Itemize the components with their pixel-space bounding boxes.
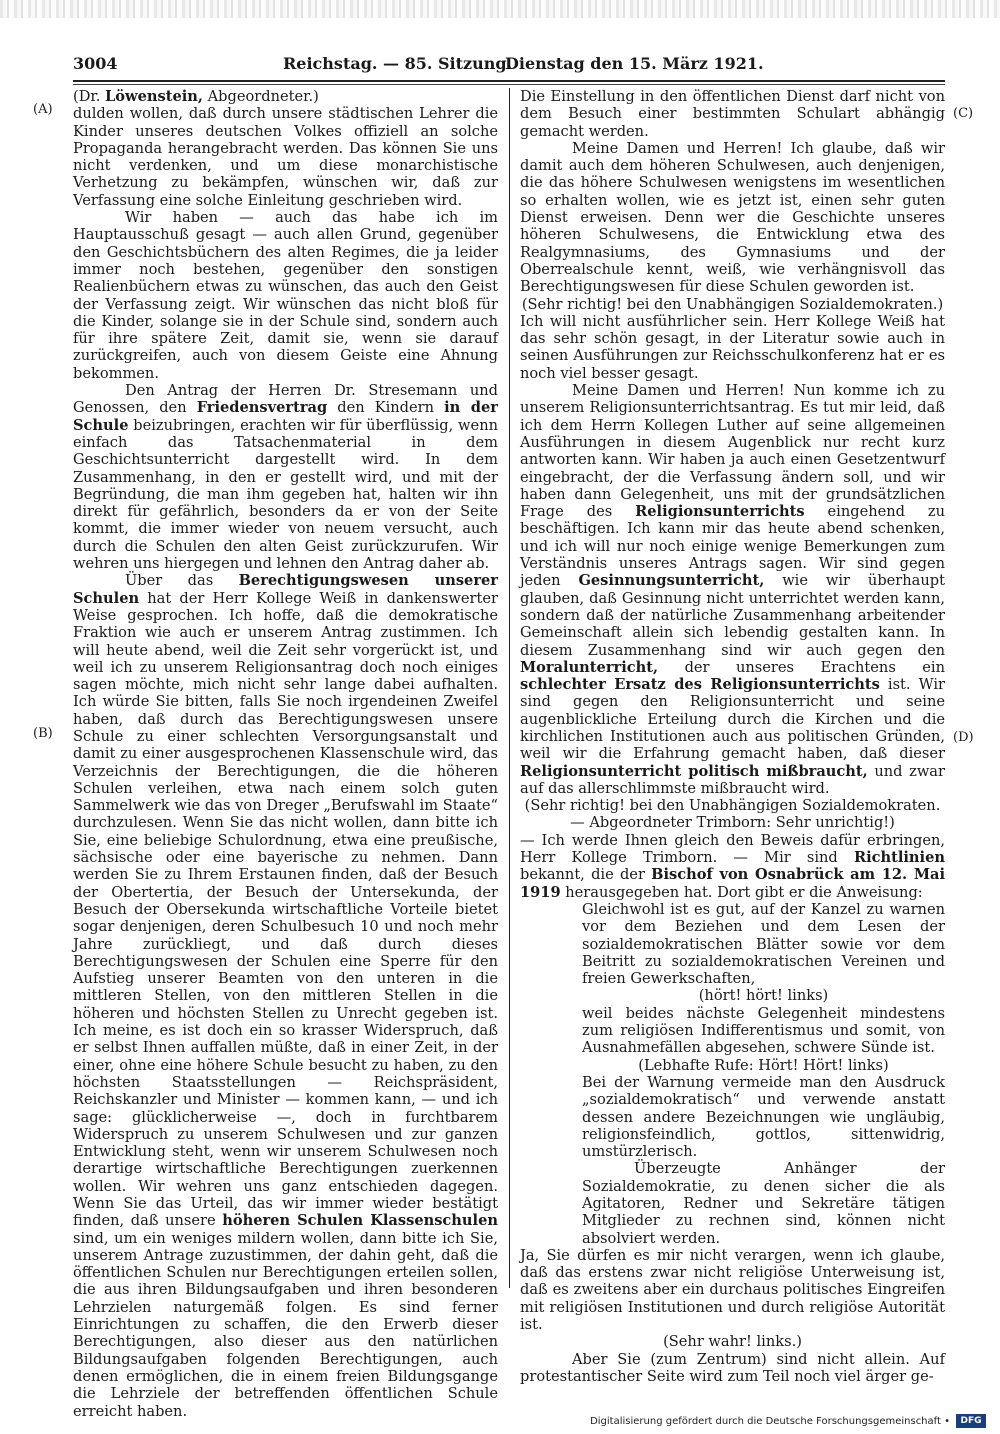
paragraph: Ich will nicht ausführlicher sein. Herr Kollege Weiß hat das sehr schön gesagt, in der Literatur sowie auch in seinen Ausführungen zur Reichsschulkonferenz hat er es noch viel besser gesagt. <box>520 312 945 382</box>
emphasis: Gesinnungsunterricht, <box>578 572 765 590</box>
text: sind, um ein weniges mildern wollen, dann bitte ich Sie, unserem Antrage zuzustimmen, der dahin geht, daß die öffentlichen Schulen nur Berechtigungen erteilen sollen, die aus ihren Bildungsaufgaben und ihren besonderen Lehrzielen naturgemäß folgen. Es sind ferner Einrichtungen zu schaffen, die den Erwerb dieser Berechtigungen, also dieser aus den natürlichen Bildungsaufgaben folgenden Berechtigungen, auch denen ermöglichen, die in einem freien Bildungsgange die Lehrziele der betreffenden öffentlichen Schule erreicht haben. <box>73 1229 498 1420</box>
page-number: 3004 <box>73 54 118 73</box>
emphasis: schlechter Ersatz des Religionsunterrichts <box>520 676 880 694</box>
margin-mark-d: (D) <box>953 730 974 745</box>
right-column <box>520 88 945 1385</box>
emphasis: Berechtigungswesen unserer Schulen <box>73 572 498 607</box>
dfg-logo: DFG <box>956 1414 986 1428</box>
paragraph: Aber Sie (zum Zentrum) sind nicht allein. Auf protestantischer Seite wird zum Teil noch viel ärger ge- <box>520 1350 945 1385</box>
left-column <box>73 88 498 1420</box>
header-title: Reichstag. — 85. Sitzung. <box>283 54 513 73</box>
block-quote <box>520 901 945 1247</box>
margin-mark-c: (C) <box>953 106 974 121</box>
speaker-line <box>73 88 498 105</box>
paragraph <box>520 382 945 797</box>
text: Über das <box>125 572 239 590</box>
interjection: (Sehr richtig! bei den Unabhängigen Sozialdemokraten.) <box>521 295 944 313</box>
text: bekannt, die der <box>520 866 652 884</box>
quote-paragraph: Bei der Warnung vermeide man den Ausdruck „sozialdemokratisch“ und verwende anstatt dessen andere Bezeichnungen wie ungläubig, religionsfeindlich, gottlos, sittenwidrig, umstürzlerisch. <box>582 1073 945 1161</box>
quote-interjection: (Lebhafte Rufe: Hört! Hört! links) <box>638 1056 889 1074</box>
emphasis: Bischof von Osnabrück am 12. Mai 1919 <box>520 866 945 901</box>
quote-paragraph: Überzeugte Anhänger der Sozialdemokratie, zu denen sicher die als Agitatoren, Redner und Sekretäre tätigen Mitglieder zu rechnen sind, können nicht absolviert werden. <box>582 1160 945 1247</box>
emphasis: Moralunterricht, <box>520 658 659 676</box>
margin-mark-b: (B) <box>33 726 53 741</box>
text: den Kindern <box>327 399 445 417</box>
text: Meine Damen und Herren! Nun komme ich zu unserem Religionsunterrichtsantrag. Es tut mir leid, daß ich dem Herrn Kollegen Luther auf seine allgemeinen Ausführungen in diesem Augenblick nur recht kurz antworten kann. Wir haben ja auch einen Gesetzentwurf eingebracht, der die Verfassung ändern soll, und wir haben dann Gelegenheit, uns mit der grundsätzlichen Frage des <box>520 382 945 521</box>
quote-paragraph: weil beides nächste Gelegenheit mindestens zum religiösen Indifferentismus und somit, von Ausnahmefällen abgesehen, schwere Sünde ist. <box>582 1004 945 1057</box>
header-rule <box>73 80 945 82</box>
speaker-role: Abgeordneter.) <box>202 88 319 105</box>
emphasis: in der Schule <box>73 399 498 434</box>
emphasis: höheren Schulen Klassenschulen <box>222 1212 498 1230</box>
text: hat der Herr Kollege Weiß in dankenswerter Weise gesprochen. Ich hoffe, daß die demokratische Fraktion wie auch er unserem Antrag zustimmen. Ich will heute abend, weil die Zeit sehr vorgerückt ist, und weil ich zu unserem Religionsantrag doch noch einiges sagen möchte, mich nicht sehr lange dabei aufhalten. Ich würde Sie bitten, falls Sie noch irgendeinen Zweifel haben, daß durch das Berechtigungswesen unsere Schule zu einer schlechten Versorgungsanstalt und damit zu einer ausgesprochenen Klassenschule wird, das Verzeichnis der Berechtigungen, die die höheren Schulen verleihen, etwa nach einem solch guten Sammelwerk wie das von Dreger „Berufswahl im Staate“ durchzulesen. Wenn Sie das nicht wollen, dann bitte ich Sie, eine beliebige Schulordnung, etwa eine preußische, sächsische oder eine bayerische zu nehmen. Dann werden Sie zu Ihrem Erstaunen finden, daß der Besuch der Obertertia, der Besuch der Untersekunda, der Besuch der Obersekunda wirtschaftliche Vorteile bietet sogar denjenigen, deren Schulbesuch 10 und noch mehr Jahre zurückliegt, und daß durch dieses Berechtigungswesen der Schulen eine Sperre für den Aufstieg unserer Beamten von den unteren in die mittleren Stellen, von den mittleren Stellen in die höheren und höchsten Stellen zu Unrecht gegeben ist. Ich meine, es ist doch ein so krasser Widerspruch, daß er selbst Ihnen auffallen müßte, daß in einer Zeit, in der einer, ohne eine höhere Schule besucht zu haben, zu den höchsten Staatsstellungen — Reichspräsident, Reichskanzler und Minister — kommen kann, — und ich sage: glücklicherweise —, doch in furchtbarem Widerspruch zu unserem Schulwesen und zur ganzen Entwicklung steht, wenn wir unserem Schulwesen noch derartige wirtschaftliche Berechtigungen zuerkennen wollen. Wir wehren uns ganz entschieden dagegen. Wenn Sie das Urteil, das wir immer wieder bestätigt finden, daß unsere <box>73 589 498 1230</box>
paragraph: Meine Damen und Herren! Ich glaube, daß wir damit auch dem höheren Schulwesen, auch denjenigen, die das höhere Schulwesen wenigstens im wesentlichen so erhalten wollen, wie es jetzt ist, einen sehr guten Dienst erweisen. Denn wer die Geschichte unseres höheren Schulwesens, die Entwicklung etwa des Realgymnasiums, des Gymnasiums und der Oberrealschule kennt, weiß, wie verhängnisvoll das Berechtigungswesen für diese Schulen geworden ist. <box>520 139 945 296</box>
text: herausgegeben hat. Dort gibt er die Anweisung: <box>560 883 923 901</box>
text: der unseres Erachtens ein <box>658 658 945 676</box>
scan-noise-strip <box>0 0 1000 18</box>
text: dulden wollen, daß durch unsere städtischen Lehrer die Kinder unseres deutschen Volkes offiziell an solche Propaganda herangebracht werden. Das können Sie uns nicht verdenken, und um diese monarchistische Verhetzung zu bekämpfen, wünschen wir, daß zur Verfassung eine solche Einleitung geschrieben wird. <box>73 105 498 209</box>
emphasis: Religionsunterricht politisch mißbraucht, <box>520 762 868 780</box>
header-rule-thin <box>73 84 945 85</box>
running-header <box>73 54 945 76</box>
paragraph <box>73 105 498 209</box>
quote-interjection: (hört! hört! links) <box>698 987 829 1005</box>
text: Wir haben — auch das habe ich im Hauptausschuß gesagt — auch allen Grund, gegenüber den Geschichtsbüchern des alten Regimes, die ja leider immer noch bestehen, gegenüber den sonstigen Realienbüchern etwas zu wünschen, das auch den Geist der Verfassung zeigt. Wir wünschen das nicht bloß für die Kinder, solange sie in der Schule sind, sondern auch für ihre spätere Zeit, damit sie, wenn sie darauf zurückgreifen, auch von diesem Geiste eine Ahnung bekommen. <box>73 209 498 382</box>
paragraph <box>73 209 498 382</box>
interjection: — Abgeordneter Trimborn: Sehr unrichtig!) <box>570 814 895 832</box>
paragraph <box>73 572 498 1420</box>
quote-paragraph: Gleichwohl ist es gut, auf der Kanzel zu warnen vor dem Beziehen und dem Lesen der sozialdemokratischen Blätter sowie vor dem Beitritt zu sozialdemokratischen Vereinen und freien Gewerkschaften, <box>582 900 945 988</box>
text: beizubringen, erachten wir für überflüssig, wenn einfach das Tatsachenmaterial in dem Geschichtsunterricht dargestellt wird. In dem Zusammenhang, in den er gestellt wird, und mit der Begründung, die man ihm gegeben hat, halten wir ihn direkt für gefährlich, besonders da er von der Seite kommt, die immer wieder von neuem versucht, auch durch die Schulen den alten Geist zurückzurufen. Wir wehren uns hiergegen und lehnen den Antrag daher ab. <box>73 416 498 573</box>
text: Den Antrag der Herren Dr. Stresemann und Genossen, den <box>73 382 498 417</box>
speaker-prefix: (Dr. <box>73 88 106 105</box>
text: — Ich werde Ihnen gleich den Beweis dafür erbringen, Herr Kollege Trimborn. — Mir sind <box>520 831 945 867</box>
paragraph <box>520 832 945 901</box>
text: wie wir überhaupt glauben, daß Gesinnung nicht unterrichtet werden kann, sondern daß der natürliche Zusammenhang arbeitender Gemeinschaft allein sich lebendig gestalten kann. In diesem Zusammenhang sind wir auch gegen den <box>520 572 945 659</box>
paragraph: Die Einstellung in den öffentlichen Dienst darf nicht von dem Besuch einer bestimmten Schulart abhängig gemacht werden. <box>520 88 945 140</box>
paragraph: Ja, Sie dürfen es mir nicht verargen, wenn ich glaube, daß das erstens zwar nicht religiöse Unterweisung ist, daß es zweitens aber ein durchaus politisches Eingreifen mit religiösen Institutionen und durch religiöse Autorität ist. <box>520 1246 945 1334</box>
paragraph <box>73 382 498 572</box>
margin-mark-a: (A) <box>33 102 53 117</box>
text: eingehend zu beschäftigen. Ich kann mir das heute abend schenken, und ich will nur noch einige wenige Bemerkungen zum Verständnis unseres Antrags sagen. Wir sind gegen jeden <box>520 503 946 590</box>
speaker-name: Löwenstein, <box>105 88 203 105</box>
emphasis: Richtlinien <box>853 849 945 867</box>
emphasis: Religionsunterrichts <box>635 503 805 521</box>
interjection: (Sehr wahr! links.) <box>663 1333 802 1351</box>
emphasis: Friedensvertrag <box>196 399 328 417</box>
interjection: (Sehr richtig! bei den Unabhängigen Sozialdemokraten. <box>524 797 941 815</box>
header-date: Dienstag den 15. März 1921. <box>505 54 764 73</box>
footer-credit: Digitalisierung gefördert durch die Deutsche Forschungsgemeinschaft • <box>590 1416 950 1427</box>
text: und zwar auf das allerschlimmste mißbraucht wird. <box>520 762 945 797</box>
column-divider <box>509 88 510 1288</box>
text: ist. Wir sind gegen den Religionsunterricht und seine augenblickliche Erteilung durch die Kirchen und die kirchlichen Institutionen auch aus politischen Gründen, weil wir die Erfahrung gemacht haben, daß dieser <box>520 676 945 763</box>
